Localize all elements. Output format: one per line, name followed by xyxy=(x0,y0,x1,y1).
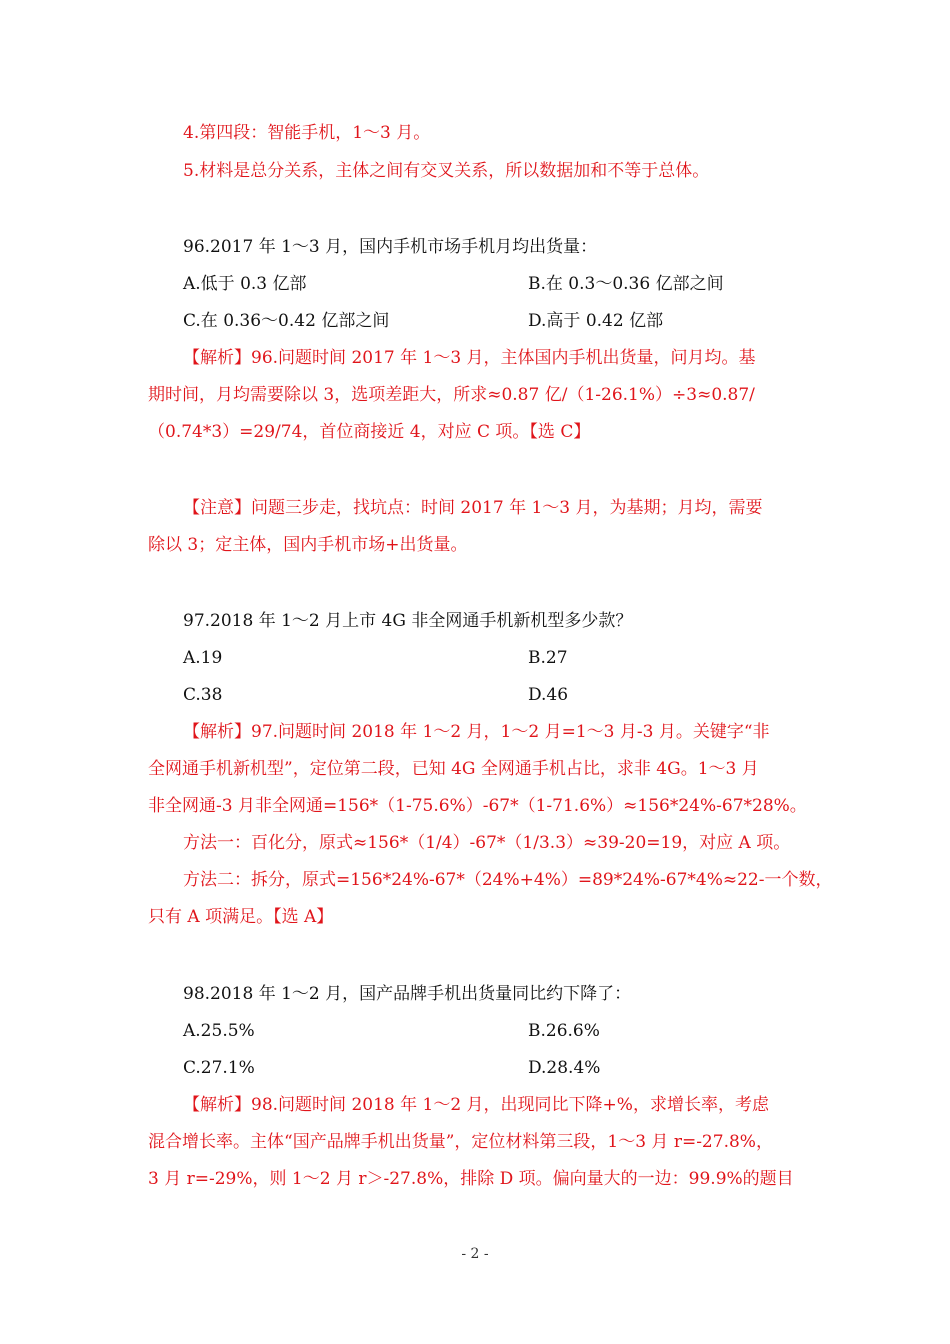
q97-option-d: D.46 xyxy=(528,685,569,705)
q97-stem: 97.2018 年 1～2 月上市 4G 非全网通手机新机型多少款？ xyxy=(183,611,633,631)
q98-analysis-line: 【解析】98.问题时间 2018 年 1～2 月，出现同比下降+%，求增长率，考虑 xyxy=(183,1095,769,1115)
q96-option-d: D.高于 0.42 亿部 xyxy=(528,311,664,331)
q96-option-b: B.在 0.3～0.36 亿部之间 xyxy=(528,274,724,294)
q96-note-line: 除以 3；定主体，国内手机市场+出货量。 xyxy=(148,535,468,555)
q97-analysis-line: 方法一：百化分，原式≈156*（1/4）-67*（1/3.3）≈39-20=19，对应 A 项。 xyxy=(183,833,791,853)
q97-analysis-line: 【解析】97.问题时间 2018 年 1～2 月，1～2 月=1～3 月-3 月。关键字“非 xyxy=(183,722,770,742)
q97-option-c: C.38 xyxy=(183,685,223,705)
q97-analysis-line: 方法二：拆分，原式=156*24%-67*（24%+4%）=89*24%-67*4%≈22-一个数， xyxy=(183,870,833,890)
q98-analysis-line: 混合增长率。主体“国产品牌手机出货量”，定位材料第三段，1～3 月 r=-27.8%， xyxy=(148,1132,773,1152)
q97-analysis-line: 只有 A 项满足。【选 A】 xyxy=(148,907,334,927)
q98-analysis-line: 3 月 r=-29%，则 1～2 月 r＞-27.8%，排除 D 项。偏向量大的一边：99.9%的题目 xyxy=(148,1169,794,1189)
q96-stem: 96.2017 年 1～3 月，国内手机市场手机月均出货量： xyxy=(183,237,598,257)
q96-analysis-line: （0.74*3）=29/74，首位商接近 4，对应 C 项。【选 C】 xyxy=(148,422,591,442)
q97-analysis-line: 全网通手机新机型”，定位第二段，已知 4G 全网通手机占比，求非 4G。1～3 月 xyxy=(148,759,759,779)
q98-option-a: A.25.5% xyxy=(183,1021,255,1041)
q96-note-line: 【注意】问题三步走，找坑点：时间 2017 年 1～3 月，为基期；月均，需要 xyxy=(183,498,763,518)
q98-option-c: C.27.1% xyxy=(183,1058,255,1078)
q97-option-a: A.19 xyxy=(183,648,223,668)
intro-point-5: 5.材料是总分关系，主体之间有交叉关系，所以数据加和不等于总体。 xyxy=(183,161,710,181)
q97-option-b: B.27 xyxy=(528,648,568,668)
q98-stem: 98.2018 年 1～2 月，国产品牌手机出货量同比约下降了： xyxy=(183,984,632,1004)
q96-analysis-line: 【解析】96.问题时间 2017 年 1～3 月，主体国内手机出货量，问月均。基 xyxy=(183,348,756,368)
q98-option-b: B.26.6% xyxy=(528,1021,600,1041)
q97-analysis-line: 非全网通-3 月非全网通=156*（1-75.6%）-67*（1-71.6%）≈156*24%-67*28%。 xyxy=(148,796,807,816)
page-number: - 2 - xyxy=(461,1246,489,1262)
q96-option-c: C.在 0.36～0.42 亿部之间 xyxy=(183,311,390,331)
q96-analysis-line: 期时间，月均需要除以 3，选项差距大，所求≈0.87 亿/（1-26.1%）÷3≈0.87/ xyxy=(148,385,755,405)
q96-option-a: A.低于 0.3 亿部 xyxy=(183,274,307,294)
q98-option-d: D.28.4% xyxy=(528,1058,601,1078)
intro-point-4: 4.第四段：智能手机，1～3 月。 xyxy=(183,123,431,143)
